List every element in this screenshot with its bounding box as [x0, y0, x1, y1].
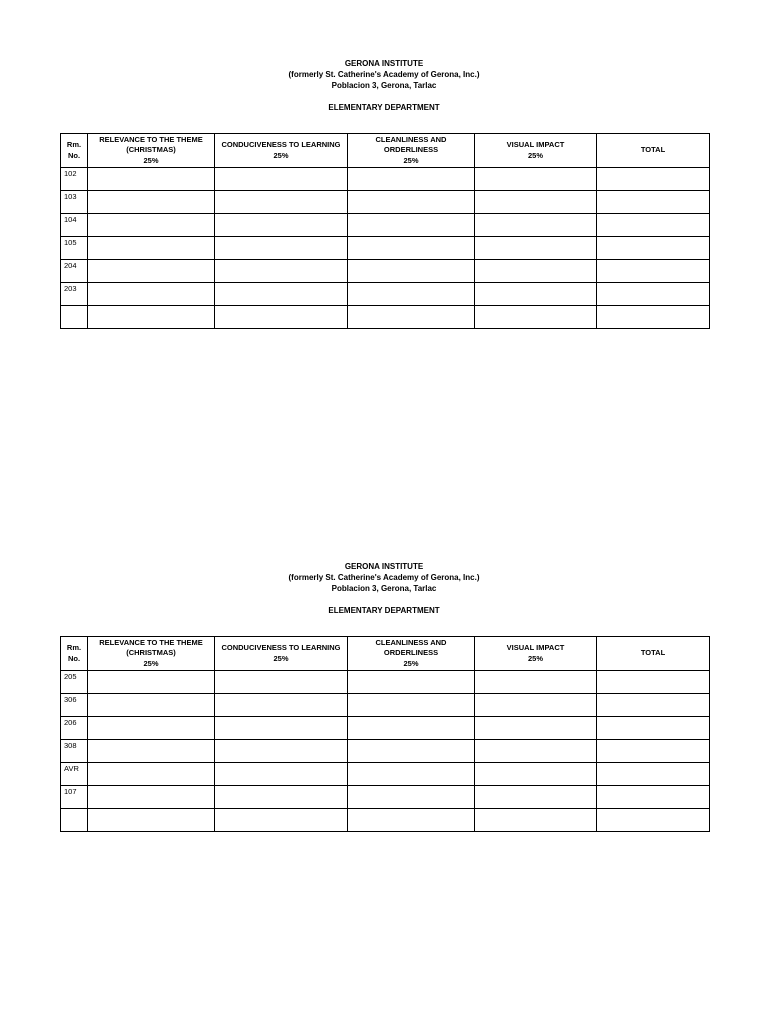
relevance-score-cell[interactable]: [88, 191, 215, 214]
total-score-cell[interactable]: [597, 763, 710, 786]
table-row: [61, 237, 710, 260]
cleanliness-score-cell[interactable]: [348, 763, 475, 786]
relevance-score-cell[interactable]: [88, 671, 215, 694]
relevance-score-cell[interactable]: [88, 717, 215, 740]
table-row: [61, 260, 710, 283]
cleanliness-score-cell[interactable]: [348, 168, 475, 191]
table-row: [61, 671, 710, 694]
total-score-cell[interactable]: [597, 191, 710, 214]
relevance-score-cell[interactable]: [88, 809, 215, 832]
table-header-row: [61, 134, 710, 168]
visual-score-cell[interactable]: [475, 694, 597, 717]
conduciveness-score-cell[interactable]: [215, 671, 348, 694]
room-number-cell: 105: [61, 237, 88, 260]
total-score-cell[interactable]: [597, 786, 710, 809]
room-number-cell: 206: [61, 717, 88, 740]
former-name: (formerly St. Catherine's Academy of Gerona, Inc.): [288, 70, 480, 79]
col-conduciveness: CONDUCIVENESS TO LEARNING 25%: [215, 134, 348, 168]
table-row: [61, 740, 710, 763]
visual-score-cell[interactable]: [475, 168, 597, 191]
col-room-no: Rm. No.: [61, 637, 88, 671]
department-name: ELEMENTARY DEPARTMENT: [328, 606, 440, 615]
total-score-cell[interactable]: [597, 260, 710, 283]
col-room-no: Rm. No.: [61, 134, 88, 168]
total-score-cell[interactable]: [597, 214, 710, 237]
conduciveness-score-cell[interactable]: [215, 763, 348, 786]
total-score-cell[interactable]: [597, 237, 710, 260]
institution-name: GERONA INSTITUTE: [344, 562, 424, 571]
total-score-cell[interactable]: [597, 694, 710, 717]
table-row: [61, 306, 710, 329]
table-row: [61, 809, 710, 832]
conduciveness-score-cell[interactable]: [215, 786, 348, 809]
conduciveness-score-cell[interactable]: [215, 260, 348, 283]
cleanliness-score-cell[interactable]: [348, 671, 475, 694]
room-number-cell: [61, 809, 88, 832]
cleanliness-score-cell[interactable]: [348, 306, 475, 329]
col-conduciveness: CONDUCIVENESS TO LEARNING 25%: [215, 637, 348, 671]
relevance-score-cell[interactable]: [88, 168, 215, 191]
institution-address: Poblacion 3, Gerona, Tarlac: [331, 81, 437, 90]
col-relevance: RELEVANCE TO THE THEME (CHRISTMAS) 25%: [88, 637, 215, 671]
relevance-score-cell[interactable]: [88, 306, 215, 329]
relevance-score-cell[interactable]: [88, 237, 215, 260]
total-score-cell[interactable]: [597, 306, 710, 329]
relevance-score-cell[interactable]: [88, 763, 215, 786]
visual-score-cell[interactable]: [475, 717, 597, 740]
col-visual-impact: VISUAL IMPACT 25%: [475, 637, 597, 671]
cleanliness-score-cell[interactable]: [348, 191, 475, 214]
cleanliness-score-cell[interactable]: [348, 786, 475, 809]
visual-score-cell[interactable]: [475, 809, 597, 832]
total-score-cell[interactable]: [597, 283, 710, 306]
col-total: TOTAL: [597, 637, 710, 671]
cleanliness-score-cell[interactable]: [348, 809, 475, 832]
col-relevance: RELEVANCE TO THE THEME (CHRISTMAS) 25%: [88, 134, 215, 168]
visual-score-cell[interactable]: [475, 671, 597, 694]
total-score-cell[interactable]: [597, 740, 710, 763]
table-row: [61, 214, 710, 237]
conduciveness-score-cell[interactable]: [215, 740, 348, 763]
score-table: [60, 636, 710, 832]
visual-score-cell[interactable]: [475, 763, 597, 786]
room-number-cell: 306: [61, 694, 88, 717]
cleanliness-score-cell[interactable]: [348, 260, 475, 283]
table-row: [61, 168, 710, 191]
visual-score-cell[interactable]: [475, 260, 597, 283]
relevance-score-cell[interactable]: [88, 740, 215, 763]
room-number-cell: [61, 306, 88, 329]
total-score-cell[interactable]: [597, 809, 710, 832]
room-number-cell: AVR: [61, 763, 88, 786]
conduciveness-score-cell[interactable]: [215, 306, 348, 329]
conduciveness-score-cell[interactable]: [215, 191, 348, 214]
table-header-row: [61, 637, 710, 671]
visual-score-cell[interactable]: [475, 786, 597, 809]
visual-score-cell[interactable]: [475, 191, 597, 214]
table-row: [61, 717, 710, 740]
room-number-cell: 103: [61, 191, 88, 214]
relevance-score-cell[interactable]: [88, 214, 215, 237]
visual-score-cell[interactable]: [475, 306, 597, 329]
institution-name: GERONA INSTITUTE: [344, 59, 424, 68]
room-number-cell: 107: [61, 786, 88, 809]
col-visual-impact: VISUAL IMPACT 25%: [475, 134, 597, 168]
score-table: [60, 133, 710, 329]
conduciveness-score-cell[interactable]: [215, 717, 348, 740]
cleanliness-score-cell[interactable]: [348, 740, 475, 763]
col-cleanliness: CLEANLINESS AND ORDERLINESS 25%: [348, 134, 475, 168]
relevance-score-cell[interactable]: [88, 694, 215, 717]
table-row: [61, 191, 710, 214]
col-total: TOTAL: [597, 134, 710, 168]
conduciveness-score-cell[interactable]: [215, 694, 348, 717]
total-score-cell[interactable]: [597, 717, 710, 740]
conduciveness-score-cell[interactable]: [215, 168, 348, 191]
institution-address: Poblacion 3, Gerona, Tarlac: [331, 584, 437, 593]
visual-score-cell[interactable]: [475, 740, 597, 763]
cleanliness-score-cell[interactable]: [348, 283, 475, 306]
col-cleanliness: CLEANLINESS AND ORDERLINESS 25%: [348, 637, 475, 671]
room-number-cell: 104: [61, 214, 88, 237]
table-row: [61, 283, 710, 306]
room-number-cell: 204: [61, 260, 88, 283]
visual-score-cell[interactable]: [475, 237, 597, 260]
room-number-cell: 205: [61, 671, 88, 694]
visual-score-cell[interactable]: [475, 283, 597, 306]
former-name: (formerly St. Catherine's Academy of Gerona, Inc.): [288, 573, 480, 582]
relevance-score-cell[interactable]: [88, 786, 215, 809]
room-number-cell: 102: [61, 168, 88, 191]
conduciveness-score-cell[interactable]: [215, 237, 348, 260]
total-score-cell[interactable]: [597, 671, 710, 694]
room-number-cell: 203: [61, 283, 88, 306]
table-row: [61, 763, 710, 786]
department-name: ELEMENTARY DEPARTMENT: [328, 103, 440, 112]
relevance-score-cell[interactable]: [88, 283, 215, 306]
room-number-cell: 308: [61, 740, 88, 763]
conduciveness-score-cell[interactable]: [215, 809, 348, 832]
conduciveness-score-cell[interactable]: [215, 214, 348, 237]
visual-score-cell[interactable]: [475, 214, 597, 237]
conduciveness-score-cell[interactable]: [215, 283, 348, 306]
cleanliness-score-cell[interactable]: [348, 694, 475, 717]
cleanliness-score-cell[interactable]: [348, 214, 475, 237]
cleanliness-score-cell[interactable]: [348, 717, 475, 740]
cleanliness-score-cell[interactable]: [348, 237, 475, 260]
relevance-score-cell[interactable]: [88, 260, 215, 283]
total-score-cell[interactable]: [597, 168, 710, 191]
table-row: [61, 694, 710, 717]
table-row: [61, 786, 710, 809]
